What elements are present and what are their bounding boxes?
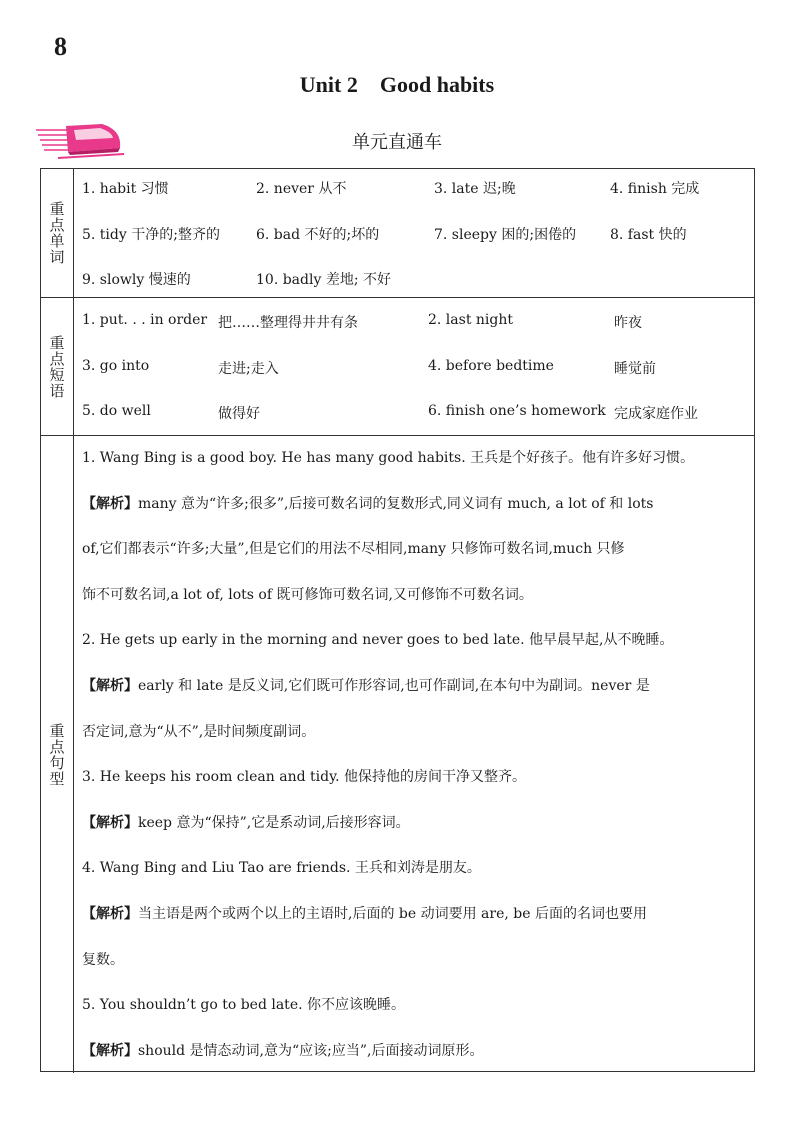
analysis-tag: 【解析】	[82, 495, 138, 512]
sentence-line	[82, 538, 746, 558]
word-item: 4. finish 完成	[610, 181, 700, 197]
phrase-zh: 把……整理得井井有条	[218, 315, 358, 331]
word-item: 7. sleepy 困的;困倦的	[434, 227, 577, 243]
phrase-en: 2. last night	[428, 312, 513, 328]
line-text: 当主语是两个或两个以上的主语时,后面的 be 动词要用 are, be 后面的名词也要用	[138, 906, 647, 922]
line-text: keep 意为“保持”,它是系动词,后接形容词。	[138, 814, 410, 831]
line-text: 饰不可数名词,a lot of, lots of 既可修饰可数名词,又可修饰不可数名词。	[82, 586, 533, 603]
word-item: 5. tidy 干净的;整齐的	[82, 227, 220, 243]
analysis-tag: 【解析】	[82, 678, 138, 694]
sentence-line	[82, 721, 746, 741]
words-section	[41, 169, 754, 298]
sentence-line	[82, 949, 746, 969]
phrase-zh: 走进;走入	[218, 361, 279, 377]
phrases-label: 重点短语	[47, 334, 66, 399]
phrase-zh: 做得好	[218, 406, 260, 422]
sentence-line	[82, 766, 746, 786]
word-item: 6. bad 不好的;坏的	[256, 227, 380, 243]
sentence-line	[82, 629, 746, 649]
line-text: 1. Wang Bing is a good boy. He has many good habits. 王兵是个好孩子。他有许多好习惯。	[82, 450, 695, 466]
phrase-zh: 完成家庭作业	[614, 406, 698, 422]
line-text: 4. Wang Bing and Liu Tao are friends. 王兵和刘涛是朋友。	[82, 860, 481, 877]
page-number: 8	[54, 32, 67, 61]
line-text: of,它们都表示“许多;大量”,但是它们的用法不尽相同,many 只修饰可数名词,much 只修	[82, 541, 625, 558]
analysis-line	[82, 675, 746, 695]
word-item: 3. late 迟;晚	[434, 181, 516, 197]
study-table	[40, 168, 755, 1072]
phrase-zh: 睡觉前	[614, 361, 656, 377]
phrase-en: 4. before bedtime	[428, 358, 554, 374]
sentence-line	[82, 994, 746, 1014]
phrase-zh: 昨夜	[614, 315, 642, 331]
analysis-tag: 【解析】	[82, 906, 138, 922]
word-item: 2. never 从不	[256, 181, 347, 197]
line-text: many 意为“许多;很多”,后接可数名词的复数形式,同义词有 much, a lot of 和 lots	[138, 495, 654, 512]
line-text: 5. You shouldn’t go to bed late. 你不应该晚睡。	[82, 997, 405, 1014]
analysis-tag: 【解析】	[82, 814, 138, 831]
line-text: early 和 late 是反义词,它们既可作形容词,也可作副词,在本句中为副词。never 是	[138, 678, 650, 694]
line-text: 复数。	[82, 951, 124, 968]
sentences-label: 重点句型	[47, 722, 66, 787]
word-item: 1. habit 习惯	[82, 181, 169, 197]
sentences-section	[41, 436, 754, 1073]
sentence-line	[82, 584, 746, 604]
analysis-line	[82, 812, 746, 832]
phrases-section	[41, 298, 754, 436]
section-title: 单元直通车	[352, 132, 442, 153]
analysis-line	[82, 1040, 746, 1060]
word-item: 10. badly 差地; 不好	[256, 272, 391, 288]
line-text: should 是情态动词,意为“应该;应当”,后面接动词原形。	[138, 1042, 484, 1059]
analysis-tag: 【解析】	[82, 1042, 138, 1059]
phrase-en: 1. put. . . in order	[82, 312, 208, 328]
analysis-line	[82, 903, 746, 923]
word-item: 8. fast 快的	[610, 227, 687, 243]
line-text: 否定词,意为“从不”,是时间频度副词。	[82, 723, 316, 740]
line-text: 2. He gets up early in the morning and never goes to bed late. 他早晨早起,从不晚睡。	[82, 632, 674, 649]
words-label: 重点单词	[47, 201, 66, 265]
word-item: 9. slowly 慢速的	[82, 272, 191, 288]
line-text: 3. He keeps his room clean and tidy. 他保持他的房间干净又整齐。	[82, 769, 527, 786]
phrase-en: 5. do well	[82, 403, 151, 419]
phrase-en: 6. finish one’s homework	[428, 403, 606, 419]
analysis-line	[82, 493, 746, 513]
unit-title: Unit 2 Good habits	[299, 72, 495, 97]
sentence-line	[82, 857, 746, 877]
sentence-line	[82, 447, 746, 467]
phrase-en: 3. go into	[82, 358, 150, 374]
